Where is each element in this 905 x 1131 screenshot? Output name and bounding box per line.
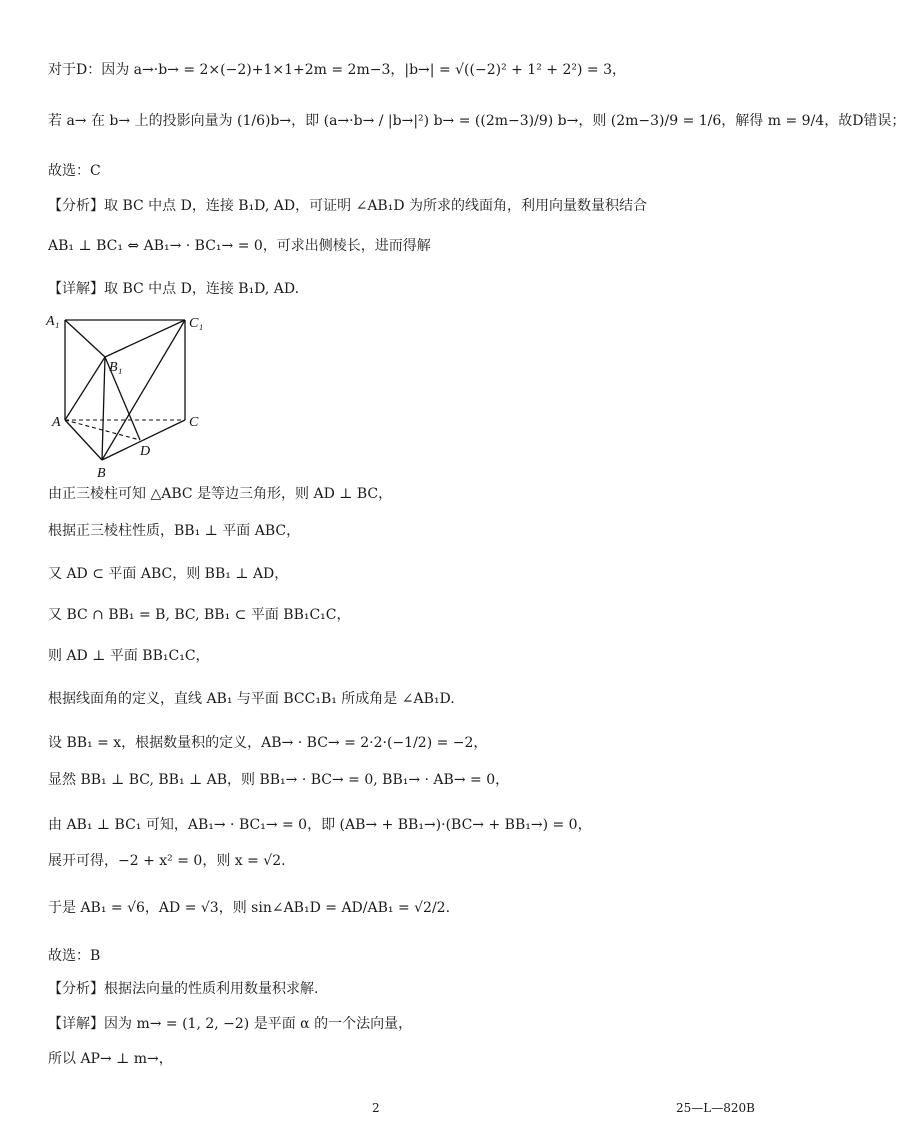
text-line-17: 于是 AB₁ = √6，AD = √3，则 sin∠AB₁D = AD/AB₁ = √2/2. <box>48 900 451 916</box>
prism-edges <box>65 320 185 460</box>
text-line-13: 设 BB₁ = x，根据数量积的定义，AB→ · BC→ = 2·2·(−1/2) = −2， <box>48 735 488 751</box>
text-line-3: 故选：C <box>48 163 101 179</box>
edge-b1b <box>102 357 105 460</box>
label-b1: B₁ <box>109 360 123 375</box>
segment-ab1 <box>65 357 105 420</box>
label-a: A <box>52 415 61 430</box>
edge-ab <box>65 420 102 460</box>
text-line-16: 展开可得，−2 + x² = 0，则 x = √2. <box>48 853 286 869</box>
label-d: D <box>140 444 151 459</box>
text-line-6: 【详解】取 BC 中点 D，连接 B₁D, AD. <box>48 281 300 297</box>
page-number: 2 <box>372 1101 380 1115</box>
text-line-4: 【分析】取 BC 中点 D，连接 B₁D, AD，可证明 ∠AB₁D 为所求的线面角，利用向量数量积结合 <box>48 198 648 214</box>
triangular-prism-figure <box>40 305 220 483</box>
text-line-10: 又 BC ∩ BB₁ = B, BC, BB₁ ⊂ 平面 BB₁C₁C， <box>48 607 351 623</box>
hidden-edges <box>65 420 185 440</box>
text-line-20: 【详解】因为 m→ = (1, 2, −2) 是平面 α 的一个法向量， <box>48 1016 413 1032</box>
label-c1: C₁ <box>189 316 204 331</box>
text-line-11: 则 AD ⊥ 平面 BB₁C₁C， <box>48 648 210 664</box>
label-a1: A₁ <box>46 314 60 329</box>
label-c: C <box>189 415 199 430</box>
text-line-14: 显然 BB₁ ⊥ BC, BB₁ ⊥ AB，则 BB₁→ · BC→ = 0, BB₁→ · AB→ = 0， <box>48 772 510 788</box>
edge-a1b1 <box>65 320 105 357</box>
text-line-5: AB₁ ⊥ BC₁ ⇔ AB₁→ · BC₁→ = 0，可求出侧棱长，进而得解 <box>48 238 431 254</box>
text-line-9: 又 AD ⊂ 平面 ABC，则 BB₁ ⊥ AD， <box>48 566 289 582</box>
text-line-1: 对于D：因为 a→·b→ = 2×(−2)+1×1+2m = 2m−3，|b→| = √((−2)² + 1² + 2²) = 3， <box>48 62 626 78</box>
label-b: B <box>97 466 106 481</box>
text-line-18: 故选：B <box>48 948 101 964</box>
text-line-2: 若 a→ 在 b→ 上的投影向量为 (1/6)b→，即 (a→·b→ / |b→|²) b→ = ((2m−3)/9) b→，则 (2m−3)/9 = 1/6，解得 m = 9/4，故D错误； <box>48 113 905 129</box>
text-line-21: 所以 AP→ ⊥ m→， <box>48 1051 173 1067</box>
text-line-15: 由 AB₁ ⊥ BC₁ 可知，AB₁→ · BC₁→ = 0，即 (AB→ + BB₁→)·(BC→ + BB₁→) = 0， <box>48 817 592 833</box>
text-line-19: 【分析】根据法向量的性质利用数量积求解. <box>48 981 319 997</box>
text-line-7: 由正三棱柱可知 △ABC 是等边三角形，则 AD ⊥ BC， <box>48 486 393 502</box>
document-code: 25—L—820B <box>676 1101 755 1115</box>
edge-c1b1 <box>105 320 185 357</box>
segment-bc1 <box>102 320 185 460</box>
text-line-8: 根据正三棱柱性质，BB₁ ⊥ 平面 ABC， <box>48 523 301 539</box>
text-line-12: 根据线面角的定义，直线 AB₁ 与平面 BCC₁B₁ 所成角是 ∠AB₁D. <box>48 691 455 707</box>
